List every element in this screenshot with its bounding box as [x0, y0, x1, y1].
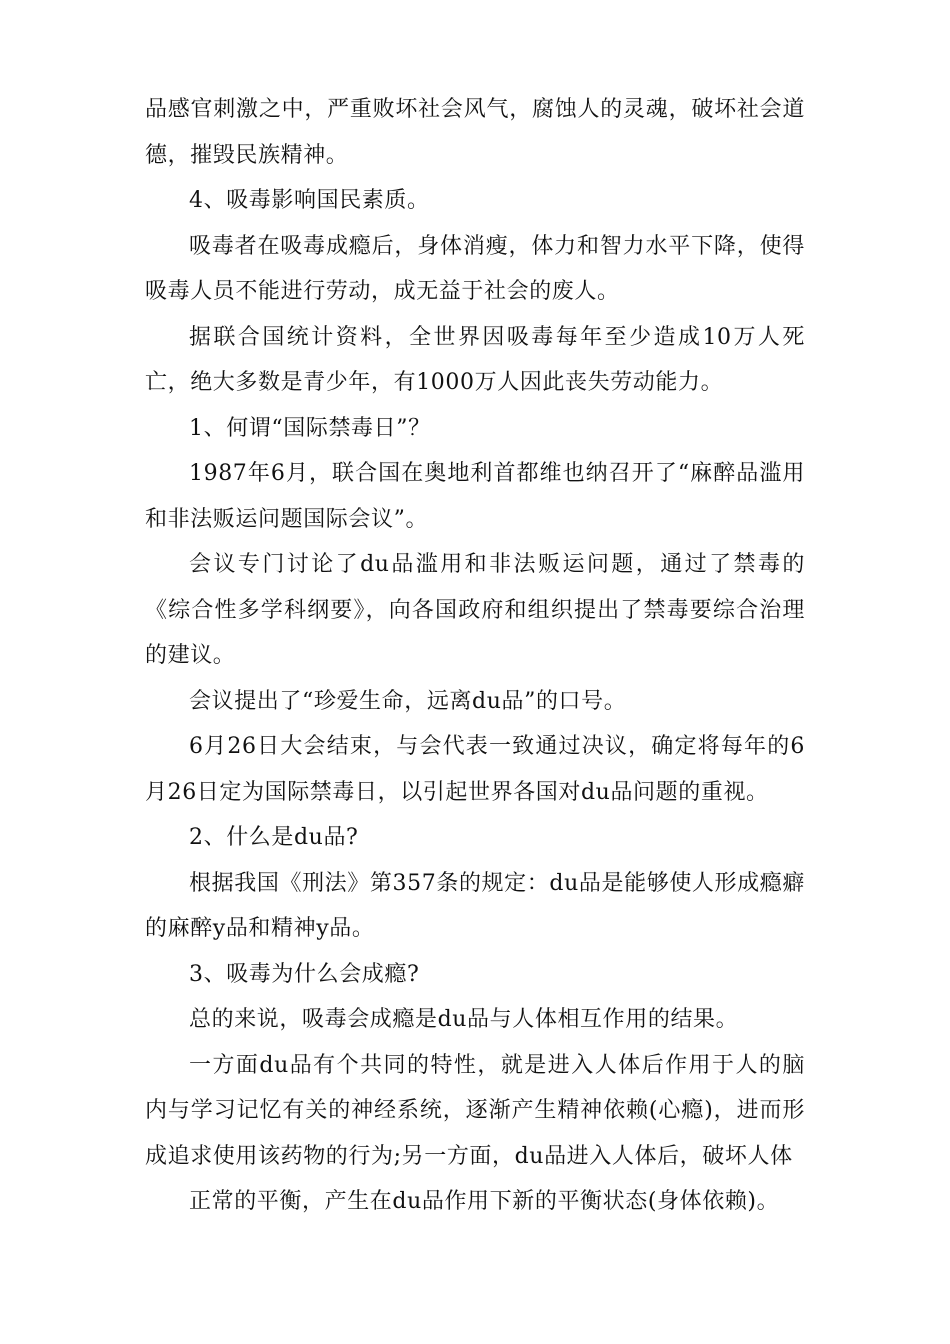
paragraph: 根据我国《刑法》第357条的规定：du品是能够使人形成瘾癖的麻醉y品和精神y品。 — [145, 870, 805, 941]
paragraph: 会议提出了“珍爱生命，远离du品”的口号。 — [189, 688, 627, 714]
paragraph-continuation: 品感官刺激之中，严重败坏社会风气，腐蚀人的灵魂，破坏社会道德，摧毁民族精神。 — [145, 97, 805, 168]
paragraph: 一方面du品有个共同的特性，就是进入人体后作用于人的脑内与学习记忆有关的神经系统，逐渐产生精神依赖(心瘾)，进而形成追求使用该药物的行为;另一方面，du品进入人体后，破坏人体 — [145, 1052, 805, 1169]
paragraph: 总的来说，吸毒会成瘾是du品与人体相互作用的结果。 — [189, 1007, 739, 1032]
paragraph-heading-3: 3、吸毒为什么会成瘾? — [189, 961, 420, 987]
paragraph: 1987年6月，联合国在奥地利首都维也纳召开了“麻醉品滥用和非法贩运问题国际会议”。 — [145, 461, 805, 532]
paragraph-heading-1: 1、何谓“国际禁毒日”？ — [189, 415, 431, 441]
paragraph: 正常的平衡，产生在du品作用下新的平衡状态(身体依赖)。 — [189, 1189, 780, 1214]
document-body — [145, 87, 805, 1225]
paragraph: 吸毒者在吸毒成瘾后，身体消瘦，体力和智力水平下降，使得吸毒人员不能进行劳动，成无益于社会的废人。 — [145, 233, 805, 304]
paragraph: 6月26日大会结束，与会代表一致通过决议，确定将每年的6月26日定为国际禁毒日，以引起世界各国对du品问题的重视。 — [145, 734, 805, 805]
paragraph: 会议专门讨论了du品滥用和非法贩运问题，通过了禁毒的《综合性多学科纲要》，向各国政府和组织提出了禁毒要综合治理的建议。 — [145, 552, 805, 668]
paragraph-heading-2: 2、什么是du品? — [189, 825, 359, 850]
paragraph-heading-4: 4、吸毒影响国民素质。 — [189, 188, 430, 213]
paragraph: 据联合国统计资料，全世界因吸毒每年至少造成10万人死亡，绝大多数是青少年，有1000万人因此丧失劳动能力。 — [145, 324, 805, 395]
